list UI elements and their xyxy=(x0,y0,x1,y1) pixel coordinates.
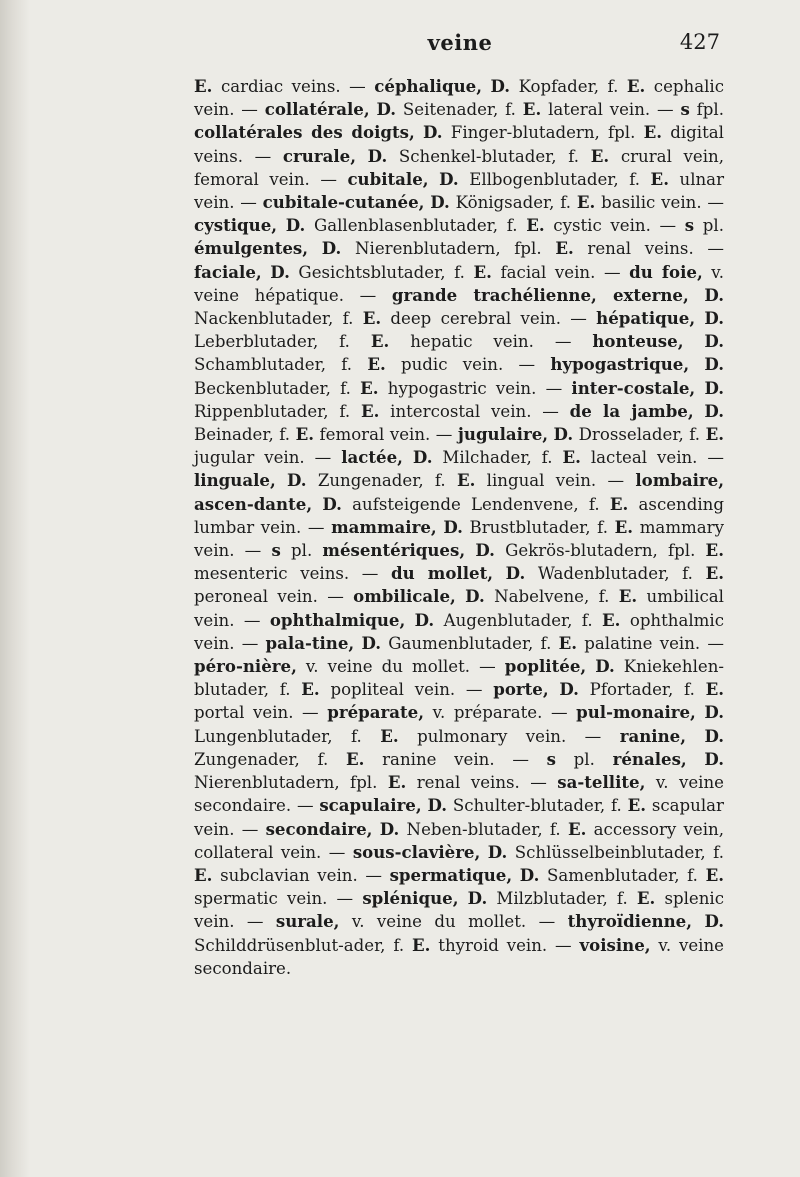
definition-text: ranine vein. — xyxy=(364,749,547,769)
headword: hépatique, xyxy=(596,308,696,329)
definition-text: aufsteigende Lendenvene, f. xyxy=(341,494,610,514)
definition-text xyxy=(482,77,491,96)
page-number: 427 xyxy=(679,30,720,54)
language-label: D. xyxy=(439,168,459,189)
definition-text: lingual vein. — xyxy=(475,471,636,491)
definition-text xyxy=(549,680,560,699)
definition-text: Schenkel-blutader, f. xyxy=(387,146,591,166)
language-label: E. xyxy=(705,563,724,584)
language-label: D. xyxy=(704,725,725,746)
definition-text: intercostal vein. — xyxy=(379,401,570,421)
language-label: E. xyxy=(555,238,574,259)
definition-text: peroneal vein. — xyxy=(194,587,354,607)
definition-text: renal veins. — xyxy=(573,239,724,259)
headword: voisine, xyxy=(579,934,651,955)
headword: pala-tine, xyxy=(265,632,355,653)
definition-text xyxy=(689,355,704,374)
headword: linguale, xyxy=(194,470,276,491)
language-label: E. xyxy=(705,864,724,885)
language-label: D. xyxy=(270,261,290,282)
headword: cubitale, xyxy=(347,168,429,189)
language-label: E. xyxy=(194,76,213,96)
definition-text: Gallenblasenblutader, f. xyxy=(305,216,527,236)
language-label: E. xyxy=(526,215,545,236)
definition-text xyxy=(277,216,286,235)
definition-text: ulnar vein. — xyxy=(194,169,725,213)
language-label: D. xyxy=(423,122,443,143)
definition-text xyxy=(403,448,413,467)
definition-text xyxy=(689,286,705,305)
language-label: E. xyxy=(705,424,724,445)
language-label: E. xyxy=(636,888,656,909)
definition-text xyxy=(372,820,379,839)
page-header xyxy=(200,30,720,62)
headword: scapulaire, xyxy=(319,795,422,816)
definition-text: scapular vein. — xyxy=(194,796,724,839)
headword: pul-monaire, xyxy=(576,702,696,723)
definition-text xyxy=(262,263,271,282)
language-label: E. xyxy=(609,493,629,514)
language-label: D. xyxy=(412,447,433,468)
language-label: D. xyxy=(704,911,725,932)
definition-text: spermatic vein. — xyxy=(194,889,363,909)
language-label: E. xyxy=(367,354,386,375)
headword: secondaire, xyxy=(265,818,373,839)
headword: de la jambe, xyxy=(569,400,694,421)
headword: splénique, xyxy=(362,888,459,909)
definition-text xyxy=(694,402,705,421)
language-label: E. xyxy=(618,586,638,607)
language-label: E. xyxy=(295,424,314,445)
definition-text: Zungenader, f. xyxy=(194,749,346,769)
definition-text: Schilddrüsenblut-ader, f. xyxy=(194,935,412,955)
definition-text: Seitenader, f. xyxy=(396,100,523,120)
language-label: E. xyxy=(473,261,492,282)
definition-text: Beinader, f. xyxy=(194,425,296,445)
language-label: D. xyxy=(490,76,511,96)
definition-text: v. veine du mollet. — xyxy=(339,912,568,932)
headword: collatérale, xyxy=(264,99,370,120)
language-label: E. xyxy=(626,76,646,96)
headword: préparate, xyxy=(327,702,425,723)
language-label: E. xyxy=(567,818,587,839)
language-label: E. xyxy=(590,145,610,166)
definition-text: hypogastric vein. — xyxy=(378,378,572,398)
language-label: D. xyxy=(443,516,463,537)
definition-text xyxy=(480,843,487,862)
language-label: E. xyxy=(522,99,542,120)
headword: mammaire, xyxy=(331,516,437,537)
definition-text: fpl. xyxy=(689,100,724,120)
language-label: E. xyxy=(360,377,379,398)
page-gutter-shadow xyxy=(0,0,30,1177)
language-label: D. xyxy=(322,493,342,514)
definition-text: jugular vein. — xyxy=(194,448,342,468)
definition-text: v. préparate. — xyxy=(424,703,577,723)
definition-text: digital veins. — xyxy=(194,123,724,166)
language-label: E. xyxy=(345,748,365,769)
headword: honteuse, xyxy=(592,331,684,352)
language-label: D. xyxy=(487,841,508,862)
definition-text: Leberblutader, f. xyxy=(194,332,371,352)
headword: ophthalmique, xyxy=(269,609,406,630)
definition-text: umbilical vein. — xyxy=(194,587,724,630)
language-label: D. xyxy=(361,632,382,653)
language-label: D. xyxy=(704,748,724,769)
language-label: D. xyxy=(704,331,724,352)
definition-text: Kniekehlen-blutader, f. xyxy=(194,657,724,700)
headword: thyroïdienne, xyxy=(567,911,693,932)
definition-text: Milzblutader, f. xyxy=(487,889,637,909)
headword: cubitale-cutanée, xyxy=(262,192,425,213)
dictionary-entry-text xyxy=(194,75,724,980)
language-label: D. xyxy=(376,99,397,120)
language-label: D. xyxy=(559,679,579,700)
language-label: D. xyxy=(704,400,724,421)
definition-text: thyroid vein. — xyxy=(430,935,580,955)
headword: porte, xyxy=(493,679,549,700)
definition-text: Kopfader, f. xyxy=(510,77,627,96)
definition-text: Schulter-blutader, f. xyxy=(447,796,628,816)
definition-text: Nackenblutader, f. xyxy=(194,309,363,329)
definition-text: Neben-blutader, f. xyxy=(399,819,568,839)
definition-text: Gaumenblutader, f. xyxy=(381,633,559,653)
headword: lactée, xyxy=(341,447,403,468)
language-label: E. xyxy=(705,540,724,561)
definition-text xyxy=(429,170,440,189)
headword: ranine, xyxy=(619,725,686,746)
language-label: D. xyxy=(321,238,342,259)
definition-text: Nierenblutadern, fpl. xyxy=(341,239,556,259)
definition-text xyxy=(405,611,414,630)
language-label: E. xyxy=(576,192,596,213)
language-label: E. xyxy=(360,400,380,421)
definition-text: pl. xyxy=(694,216,724,236)
definition-text: Milchader, f. xyxy=(432,448,563,468)
definition-text xyxy=(456,587,465,606)
headword: céphalique, xyxy=(374,76,482,96)
headword: s xyxy=(271,540,281,561)
definition-text: Zungenader, f. xyxy=(306,471,457,491)
definition-text: v. veine hépatique. — xyxy=(194,262,724,305)
definition-text xyxy=(687,750,705,769)
headword: inter-costale, xyxy=(571,377,696,398)
definition-text: cephalic vein. — xyxy=(194,77,725,120)
headword: lombaire, ascen-dante, xyxy=(194,470,724,514)
language-label: D. xyxy=(595,656,615,677)
definition-text: ophthalmic vein. — xyxy=(194,610,725,653)
language-label: D. xyxy=(414,609,435,630)
definition-text: hepatic vein. — xyxy=(389,332,593,352)
definition-text: lacteal vein. — xyxy=(580,448,725,468)
definition-text: cardiac veins. — xyxy=(212,77,375,96)
definition-text: Augenblutader, f. xyxy=(434,610,602,630)
definition-text xyxy=(312,495,322,514)
definition-text: Lungenblutader, f. xyxy=(194,726,381,746)
headword: crurale, xyxy=(282,145,356,166)
definition-text: facial vein. — xyxy=(491,262,630,282)
definition-text xyxy=(684,332,705,351)
definition-text: palatine vein. — xyxy=(577,633,725,653)
headword: jugulaire, xyxy=(457,424,549,445)
definition-text: Schamblutader, f. xyxy=(194,355,368,375)
language-label: E. xyxy=(456,470,476,491)
definition-text: basilic vein. — xyxy=(595,193,724,213)
definition-text: popliteal vein. — xyxy=(319,680,494,700)
definition-text: Schlüsselbeinblutader, f. xyxy=(507,842,724,862)
definition-text: ascending lumbar vein. — xyxy=(194,494,724,537)
definition-text: Pfortader, f. xyxy=(578,680,706,700)
definition-text: renal veins. — xyxy=(406,773,558,793)
language-label: E. xyxy=(194,864,213,885)
headword: s xyxy=(684,215,695,236)
definition-text: femoral vein. — xyxy=(314,425,458,445)
language-label: E. xyxy=(650,168,669,189)
headword: rénales, xyxy=(612,748,687,769)
definition-text: v. veine secondaire. xyxy=(194,935,724,978)
definition-text xyxy=(586,657,595,676)
language-label: D. xyxy=(379,818,400,839)
definition-text xyxy=(465,541,475,560)
language-label: D. xyxy=(704,284,724,305)
definition-text xyxy=(459,889,468,908)
definition-text: subclavian vein. — xyxy=(212,865,390,885)
language-label: D. xyxy=(475,540,495,561)
language-label: E. xyxy=(387,772,407,793)
language-label: E. xyxy=(602,609,621,630)
language-label: D. xyxy=(367,145,388,166)
running-head: veine xyxy=(427,30,493,55)
headword: ombilicale, xyxy=(353,586,456,607)
definition-text: mesenteric veins. — xyxy=(194,564,392,584)
definition-text: Gesichtsblutader, f. xyxy=(289,262,474,282)
definition-text: Wadenblutader, f. xyxy=(525,564,706,584)
definition-text: portal vein. — xyxy=(194,703,328,723)
language-label: D. xyxy=(285,215,306,236)
language-label: D. xyxy=(704,702,724,723)
language-label: E. xyxy=(370,331,390,352)
definition-text: mammary vein. — xyxy=(194,517,724,561)
language-label: D. xyxy=(704,354,724,375)
definition-text xyxy=(276,471,287,490)
definition-text: Nierenblutadern, fpl. xyxy=(194,773,388,793)
definition-text: accessory vein, collateral vein. — xyxy=(194,819,725,862)
entry-paragraph xyxy=(194,75,724,980)
definition-text: pulmonary vein. — xyxy=(398,726,620,746)
language-label: E. xyxy=(301,679,320,700)
definition-text: crural vein, femoral vein. — xyxy=(194,146,725,189)
definition-text: v. veine du mollet. — xyxy=(296,657,505,677)
definition-text: Drosselader, f. xyxy=(573,425,706,445)
language-label: E. xyxy=(614,516,634,537)
headword: faciale, xyxy=(194,261,262,282)
language-label: D. xyxy=(287,470,307,491)
headword: émulgentes, xyxy=(194,238,309,259)
definition-text: Nabelvene, f. xyxy=(484,587,619,607)
definition-text: Beckenblutader, f. xyxy=(194,378,361,398)
definition-text xyxy=(686,727,704,746)
definition-text: deep cerebral vein. — xyxy=(381,309,597,329)
definition-text: pl. xyxy=(555,749,613,769)
language-label: E. xyxy=(562,447,581,468)
language-label: E. xyxy=(558,632,578,653)
definition-text: Königsader, f. xyxy=(449,193,577,213)
headword: mésentériques, xyxy=(322,540,466,561)
definition-text xyxy=(356,147,368,166)
headword: sa-tellite, xyxy=(557,772,646,793)
language-label: D. xyxy=(704,377,725,398)
language-label: E. xyxy=(380,725,399,746)
definition-text: Rippenblutader, f. xyxy=(194,401,361,421)
headword: surale, xyxy=(275,911,340,932)
definition-text: pl. xyxy=(280,541,323,561)
headword: grande trachélienne, externe, xyxy=(391,284,689,305)
language-label: E. xyxy=(627,795,647,816)
headword: s xyxy=(680,99,690,120)
headword: spermatique, xyxy=(389,864,513,885)
headword: hypogastrique, xyxy=(550,354,690,375)
headword: péro-nière, xyxy=(194,656,297,677)
headword: du mollet, xyxy=(391,563,494,584)
headword: s xyxy=(546,748,556,769)
language-label: D. xyxy=(430,192,450,213)
headword: collatérales des doigts, xyxy=(194,122,415,143)
definition-text: v. veine secondaire. — xyxy=(194,773,724,816)
definition-text: splenic vein. — xyxy=(194,889,725,932)
headword: du foie, xyxy=(629,261,703,282)
language-label: D. xyxy=(427,795,448,816)
definition-text: pudic vein. — xyxy=(385,355,551,375)
language-label: D. xyxy=(704,308,724,329)
headword: sous-clavière, xyxy=(352,841,481,862)
language-label: D. xyxy=(519,864,540,885)
language-label: D. xyxy=(505,563,526,584)
language-label: D. xyxy=(553,424,574,445)
definition-text: lateral vein. — xyxy=(541,100,681,120)
definition-text xyxy=(692,912,704,931)
definition-text: Brustblutader, f. xyxy=(462,517,615,537)
definition-text: Finger-blutadern, fpl. xyxy=(442,123,644,143)
definition-text xyxy=(493,564,506,583)
headword: cystique, xyxy=(194,215,278,236)
language-label: E. xyxy=(362,308,382,329)
definition-text xyxy=(308,239,322,258)
language-label: D. xyxy=(467,888,488,909)
definition-text: Gekrös-blutadern, fpl. xyxy=(494,541,706,561)
language-label: D. xyxy=(465,586,485,607)
definition-text xyxy=(415,123,423,142)
language-label: E. xyxy=(412,934,431,955)
language-label: E. xyxy=(705,679,725,700)
language-label: E. xyxy=(643,122,663,143)
definition-text: Ellbogenblutader, f. xyxy=(458,169,651,189)
definition-text xyxy=(512,866,520,885)
headword: poplitée, xyxy=(504,656,587,677)
definition-text: cystic vein. — xyxy=(544,216,685,236)
definition-text: Samenblutader, f. xyxy=(539,865,706,885)
